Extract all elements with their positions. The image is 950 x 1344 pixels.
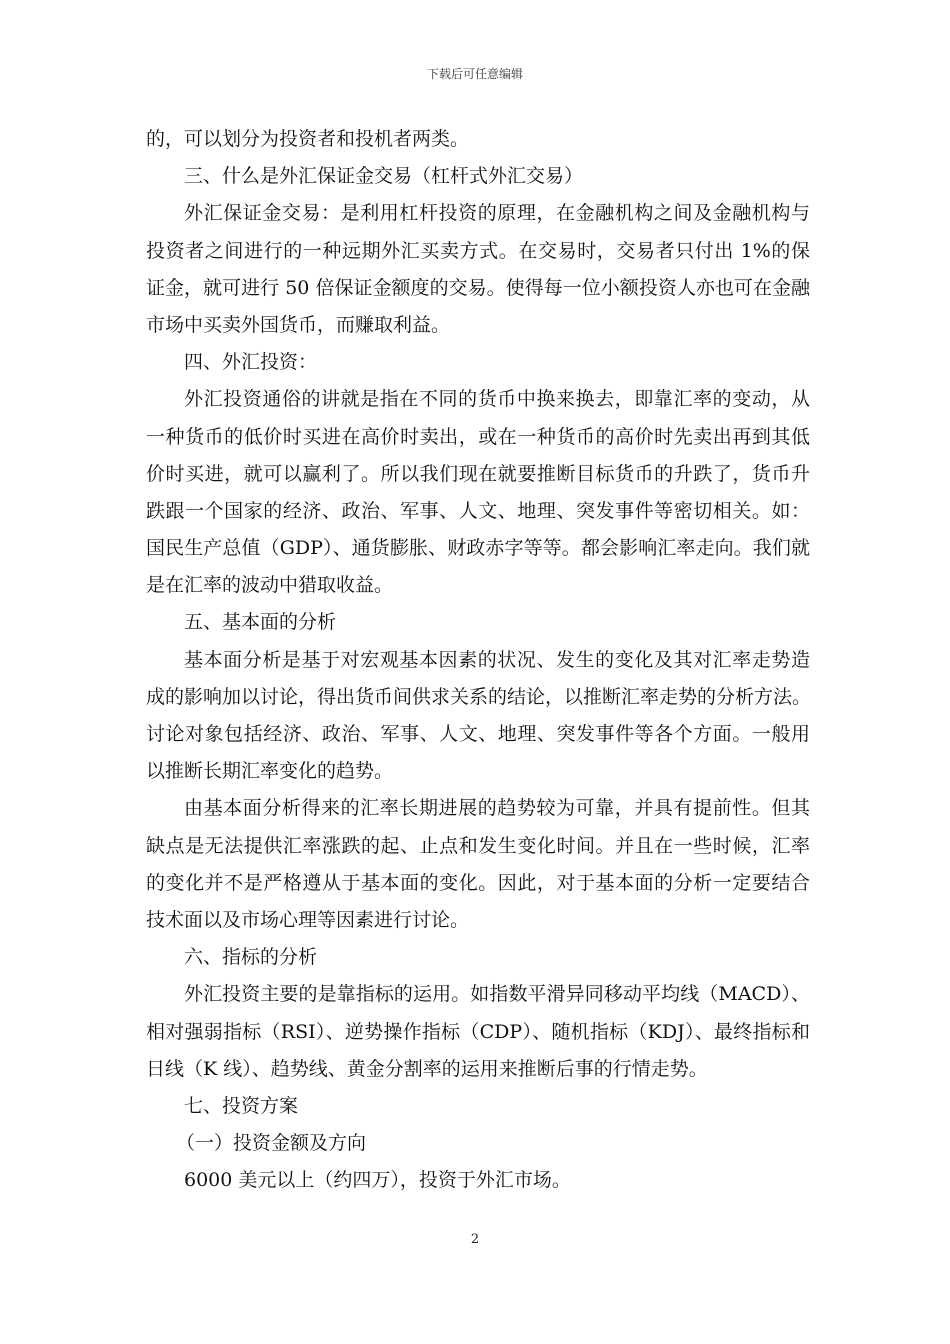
paragraph-line: 日线（K 线）、趋势线、黄金分割率的运用来推断后事的行情走势。 bbox=[146, 1057, 708, 1080]
paragraph-line: 成的影响加以讨论，得出货币间供求关系的结论，以推断汇率走势的分析方法。 bbox=[146, 685, 812, 708]
paragraph-line: 价时买进，就可以赢利了。所以我们现在就要推断目标货币的升跌了，货币升 bbox=[146, 462, 810, 485]
paragraph-line: 外汇投资通俗的讲就是指在不同的货币中换来换去，即靠汇率的变动，从 bbox=[184, 388, 810, 411]
paragraph-line: 证金，就可进行 50 倍保证金额度的交易。使得每一位小额投资人亦也可在金融 bbox=[146, 276, 810, 299]
paragraph-line: 市场中买卖外国货币，而赚取利益。 bbox=[146, 313, 451, 336]
paragraph-line: 国民生产总值（GDP）、通货膨胀、财政赤字等等。都会影响汇率走向。我们就 bbox=[146, 537, 810, 560]
paragraph-line: 外汇保证金交易：是利用杠杆投资的原理，在金融机构之间及金融机构与 bbox=[184, 202, 810, 225]
page-header: 下载后可任意编辑 bbox=[426, 67, 523, 81]
document-body bbox=[146, 121, 810, 1199]
paragraph-line: 一种货币的低价时买进在高价时卖出，或在一种货币的高价时先卖出再到其低 bbox=[146, 425, 810, 448]
paragraph-line: 相对强弱指标（RSI）、逆势操作指标（CDP）、随机指标（KDJ）、最终指标和 bbox=[146, 1020, 810, 1043]
paragraph-line: 由基本面分析得来的汇率长期进展的趋势较为可靠，并具有提前性。但其 bbox=[184, 797, 810, 820]
section-heading: 四、外汇投资： bbox=[184, 351, 318, 374]
section-heading: 七、投资方案 bbox=[184, 1094, 299, 1117]
section-heading: 五、基本面的分析 bbox=[184, 611, 337, 634]
section-heading: 三、什么是外汇保证金交易（杠杆式外汇交易） bbox=[184, 165, 584, 188]
paragraph-line: 以推断长期汇率变化的趋势。 bbox=[146, 760, 394, 783]
page-number: 2 bbox=[470, 1232, 480, 1247]
paragraph-line: 技术面以及市场心理等因素进行讨论。 bbox=[146, 908, 470, 931]
paragraph-line: 是在汇率的波动中猎取收益。 bbox=[146, 574, 394, 597]
paragraph-line: 外汇投资主要的是靠指标的运用。如指数平滑异同移动平均线（MACD）、 bbox=[184, 983, 810, 1006]
paragraph-line: 的，可以划分为投资者和投机者两类。 bbox=[146, 128, 470, 150]
section-heading: 六、指标的分析 bbox=[184, 946, 318, 969]
paragraph-line: 的变化并不是严格遵从于基本面的变化。因此，对于基本面的分析一定要结合 bbox=[146, 871, 810, 894]
paragraph-line: 跌跟一个国家的经济、政治、军事、人文、地理、突发事件等密切相关。如： bbox=[146, 499, 810, 522]
paragraph-line: 基本面分析是基于对宏观基本因素的状况、发生的变化及其对汇率走势造 bbox=[184, 648, 810, 671]
paragraph-line: 讨论对象包括经济、政治、军事、人文、地理、突发事件等各个方面。一般用 bbox=[146, 723, 810, 745]
paragraph-line: 投资者之间进行的一种远期外汇买卖方式。在交易时，交易者只付出 1%的保 bbox=[146, 239, 810, 262]
subsection-heading: （一）投资金额及方向 bbox=[176, 1132, 367, 1155]
paragraph-line: 缺点是无法提供汇率涨跌的起、止点和发生变化时间。并且在一些时候，汇率 bbox=[146, 834, 810, 857]
paragraph-line: 6000 美元以上（约四万），投资于外汇市场。 bbox=[184, 1169, 571, 1192]
